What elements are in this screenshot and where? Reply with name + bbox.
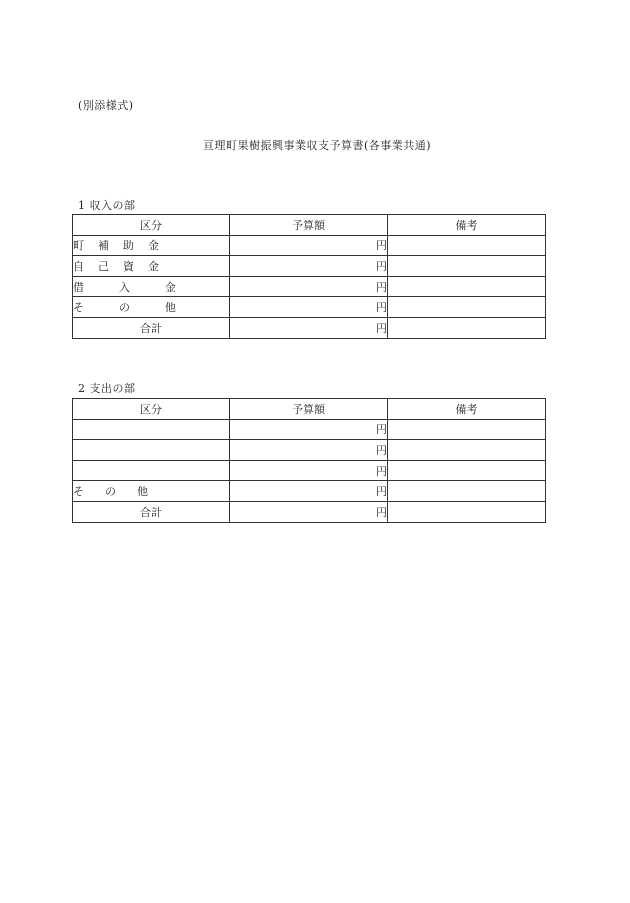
total-label-cell: 合計 [73,501,230,522]
table-row [73,276,546,297]
income-section-heading: 1 収入の部 [78,199,136,212]
amount-cell: 円 [230,256,388,277]
income-table [72,214,546,339]
remarks-cell [388,419,546,440]
expense-table [72,398,546,523]
category-cell [73,419,230,440]
table-row [73,297,546,318]
amount-cell: 円 [230,297,388,318]
category-cell: そ の 他 [73,481,230,502]
table-row [73,419,546,440]
amount-cell: 円 [230,481,388,502]
remarks-cell [388,297,546,318]
table-row [73,440,546,461]
document-title-text: 亘理町果樹振興事業収支予算書(各事業共通) [202,139,432,152]
category-cell: 借 入 金 [73,276,230,297]
remarks-cell [388,440,546,461]
amount-cell: 円 [230,460,388,481]
column-header-category: 区分 [73,399,230,420]
total-label-cell: 合計 [73,317,230,338]
remarks-cell [388,235,546,256]
total-row [73,501,546,522]
expense-section-heading: 2 支出の部 [78,382,136,395]
category-cell: そ の 他 [73,297,230,318]
total-amount-cell: 円 [230,501,388,522]
table-row [73,235,546,256]
form-label: (別添様式) [78,99,134,112]
amount-cell: 円 [230,276,388,297]
total-amount-cell: 円 [230,317,388,338]
column-header-remarks: 備考 [388,399,546,420]
total-remarks-cell [388,317,546,338]
column-header-category: 区分 [73,215,230,236]
category-cell [73,460,230,481]
table-row [73,481,546,502]
remarks-cell [388,256,546,277]
category-cell [73,440,230,461]
remarks-cell [388,481,546,502]
table-header-row [73,215,546,236]
column-header-budget-amount: 予算額 [230,399,388,420]
category-cell: 町 補 助 金 [73,235,230,256]
column-header-remarks: 備考 [388,215,546,236]
total-remarks-cell [388,501,546,522]
amount-cell: 円 [230,235,388,256]
amount-cell: 円 [230,440,388,461]
remarks-cell [388,276,546,297]
document-title [0,137,630,153]
category-cell: 自 己 資 金 [73,256,230,277]
table-header-row [73,399,546,420]
table-row [73,460,546,481]
total-row [73,317,546,338]
amount-cell: 円 [230,419,388,440]
table-row [73,256,546,277]
remarks-cell [388,460,546,481]
column-header-budget-amount: 予算額 [230,215,388,236]
